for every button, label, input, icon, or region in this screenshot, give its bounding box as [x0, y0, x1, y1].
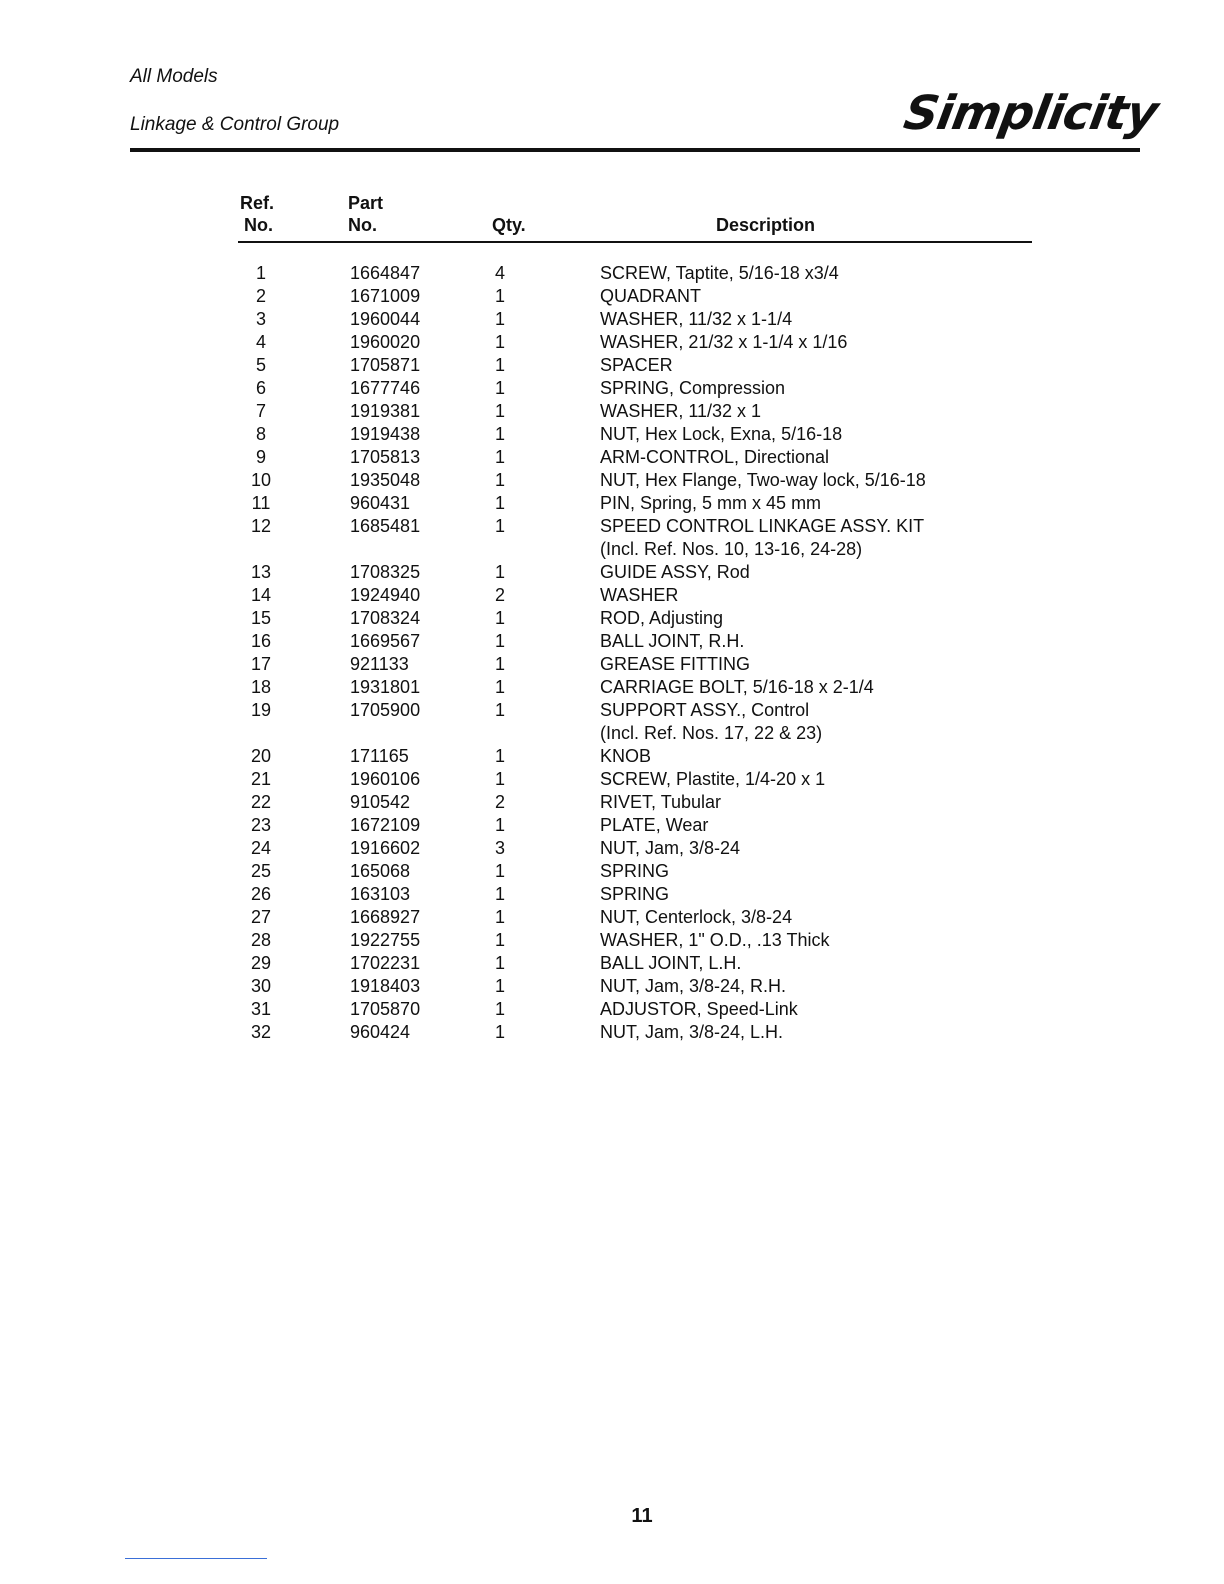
ref-no: 22	[250, 792, 272, 812]
table-row	[0, 653, 1224, 676]
description	[600, 1021, 783, 1044]
ref-no: 14	[250, 585, 272, 605]
qty: 1	[494, 815, 505, 835]
description	[600, 768, 825, 791]
description-text: GREASE FITTING	[600, 654, 751, 674]
part-no: 1677746	[350, 378, 421, 398]
description	[600, 285, 701, 308]
table-row	[0, 998, 1224, 1021]
description-text: WASHER	[600, 585, 679, 605]
qty: 1	[494, 999, 505, 1019]
table-row	[0, 607, 1224, 630]
qty: 1	[494, 332, 505, 352]
description	[600, 975, 786, 998]
qty: 1	[494, 401, 505, 421]
qty: 1	[494, 493, 505, 513]
part-no: 1919381	[350, 401, 421, 421]
column-header-part: Part No.	[348, 193, 384, 235]
table-row	[0, 561, 1224, 584]
part-no: 910542	[350, 792, 411, 812]
description-text: SCREW, Taptite, 5/16-18 x3/4	[600, 263, 839, 283]
description	[600, 584, 678, 607]
ref-no: 26	[250, 884, 272, 904]
description	[600, 998, 798, 1021]
qty: 1	[494, 470, 505, 490]
ref-no: 7	[255, 401, 266, 421]
ref-no: 19	[250, 700, 272, 720]
part-no: 1935048	[350, 470, 421, 490]
part-no: 1960106	[350, 769, 421, 789]
description-note: (Incl. Ref. Nos. 17, 22 & 23)	[600, 723, 823, 743]
description	[600, 423, 842, 446]
description-text: ROD, Adjusting	[600, 608, 724, 628]
table-row	[0, 860, 1224, 883]
description-text: CARRIAGE BOLT, 5/16-18 x 2-1/4	[600, 677, 874, 697]
ref-no: 11	[251, 493, 271, 513]
description-text: WASHER, 11/32 x 1	[600, 401, 762, 421]
part-no: 1918403	[350, 976, 421, 996]
table-row	[0, 331, 1224, 354]
table-row	[0, 906, 1224, 929]
qty: 1	[494, 355, 505, 375]
column-header-ref: Ref. No.	[240, 193, 275, 235]
description	[600, 745, 651, 768]
table-row	[0, 814, 1224, 837]
ref-no: 28	[250, 930, 272, 950]
description	[600, 952, 741, 975]
part-no: 1668927	[350, 907, 421, 927]
description-text: SPACER	[600, 355, 673, 375]
description	[600, 331, 847, 354]
part-no: 1705813	[350, 447, 421, 467]
part-no: 1702231	[350, 953, 421, 973]
ref-no: 13	[250, 562, 272, 582]
description-note: (Incl. Ref. Nos. 10, 13-16, 24-28)	[600, 539, 863, 559]
ref-no: 23	[250, 815, 272, 835]
description	[600, 308, 792, 331]
qty: 1	[494, 677, 505, 697]
part-no: 1672109	[350, 815, 421, 835]
qty: 1	[494, 562, 505, 582]
table-row	[0, 929, 1224, 952]
ref-no: 29	[250, 953, 272, 973]
table-row	[0, 377, 1224, 400]
qty: 1	[494, 378, 505, 398]
column-header-qty: Qty.	[492, 215, 526, 235]
part-no: 1664847	[350, 263, 421, 283]
description	[600, 653, 750, 676]
ref-no: 6	[255, 378, 266, 398]
ref-no: 25	[250, 861, 272, 881]
ref-no: 2	[255, 286, 266, 306]
table-row	[0, 492, 1224, 515]
description-text: ARM-CONTROL, Directional	[600, 447, 830, 467]
table-row	[0, 837, 1224, 860]
table-row	[0, 1021, 1224, 1044]
qty: 1	[494, 746, 505, 766]
ref-no: 16	[250, 631, 272, 651]
description-text: WASHER, 1" O.D., .13 Thick	[600, 930, 830, 950]
page-number: 11	[631, 1505, 653, 1527]
description	[600, 377, 785, 400]
qty: 1	[494, 447, 505, 467]
ref-no: 31	[250, 999, 272, 1019]
qty: 1	[494, 861, 505, 881]
part-no: 1705900	[350, 700, 421, 720]
description-text: ADJUSTOR, Speed-Link	[600, 999, 798, 1019]
ref-no: 18	[250, 677, 272, 697]
part-no: 1669567	[350, 631, 421, 651]
part-no: 1960044	[350, 309, 421, 329]
ref-no: 20	[250, 746, 272, 766]
description	[600, 446, 829, 469]
description	[600, 630, 744, 653]
qty: 4	[494, 263, 505, 283]
description	[600, 676, 874, 699]
qty: 1	[494, 769, 505, 789]
description	[600, 883, 669, 906]
table-row	[0, 630, 1224, 653]
table-row	[0, 745, 1224, 768]
table-row	[0, 768, 1224, 791]
qty: 1	[494, 309, 505, 329]
description	[600, 814, 708, 837]
description	[600, 607, 723, 630]
table-row	[0, 975, 1224, 998]
description	[600, 561, 750, 584]
table-row	[0, 584, 1224, 607]
description-text: PIN, Spring, 5 mm x 45 mm	[600, 493, 822, 513]
part-no: 960424	[350, 1022, 411, 1042]
description-text: SPEED CONTROL LINKAGE ASSY. KIT	[600, 516, 925, 536]
description-text: KNOB	[600, 746, 652, 766]
table-row	[0, 791, 1224, 814]
header-divider	[130, 148, 1140, 152]
description-text: GUIDE ASSY, Rod	[600, 562, 750, 582]
ref-no: 1	[255, 263, 266, 283]
ref-no: 32	[250, 1022, 272, 1042]
description-text: NUT, Jam, 3/8-24, L.H.	[600, 1022, 784, 1042]
table-row	[0, 400, 1224, 423]
description-text: SPRING	[600, 884, 670, 904]
description	[600, 699, 822, 745]
qty: 1	[494, 953, 505, 973]
description	[600, 860, 669, 883]
ref-no: 15	[250, 608, 272, 628]
ref-no: 27	[250, 907, 272, 927]
qty: 1	[494, 516, 505, 536]
column-divider	[238, 241, 1032, 243]
qty: 1	[494, 286, 505, 306]
part-no: 1708325	[350, 562, 421, 582]
table-row	[0, 285, 1224, 308]
ref-no: 8	[255, 424, 266, 444]
description-text: WASHER, 21/32 x 1-1/4 x 1/16	[600, 332, 848, 352]
description	[600, 354, 673, 377]
ref-no: 3	[255, 309, 266, 329]
part-no: 1705871	[350, 355, 421, 375]
table-row	[0, 883, 1224, 906]
qty: 1	[494, 907, 505, 927]
ref-no: 9	[255, 447, 266, 467]
footer-line	[125, 1558, 267, 1559]
description-text: PLATE, Wear	[600, 815, 709, 835]
description-text: NUT, Centerlock, 3/8-24	[600, 907, 793, 927]
ref-no: 17	[250, 654, 272, 674]
part-no: 1922755	[350, 930, 421, 950]
group-title: Linkage & Control Group	[130, 114, 340, 135]
description	[600, 262, 839, 285]
ref-no: 12	[250, 516, 272, 536]
description-text: NUT, Hex Lock, Exna, 5/16-18	[600, 424, 843, 444]
description-text: RIVET, Tubular	[600, 792, 722, 812]
table-row	[0, 308, 1224, 331]
description-text: WASHER, 11/32 x 1-1/4	[600, 309, 793, 329]
ref-no: 21	[250, 769, 272, 789]
qty: 2	[494, 585, 505, 605]
qty: 2	[494, 792, 505, 812]
part-no: 163103	[350, 884, 411, 904]
ref-no: 5	[255, 355, 266, 375]
qty: 1	[494, 700, 505, 720]
part-no: 1960020	[350, 332, 421, 352]
qty: 1	[494, 930, 505, 950]
part-no: 1671009	[350, 286, 421, 306]
part-no: 1924940	[350, 585, 421, 605]
table-row	[0, 423, 1224, 446]
description-text: SCREW, Plastite, 1/4-20 x 1	[600, 769, 826, 789]
qty: 1	[494, 976, 505, 996]
part-no: 921133	[350, 654, 409, 674]
description-text: NUT, Jam, 3/8-24, R.H.	[600, 976, 787, 996]
description-text: QUADRANT	[600, 286, 702, 306]
part-no: 1919438	[350, 424, 421, 444]
table-row	[0, 446, 1224, 469]
part-no: 165068	[350, 861, 411, 881]
part-no: 1708324	[350, 608, 421, 628]
table-row	[0, 952, 1224, 975]
description	[600, 400, 761, 423]
qty: 1	[494, 608, 505, 628]
ref-no: 4	[255, 332, 266, 352]
qty: 1	[494, 1022, 505, 1042]
table-row	[0, 469, 1224, 492]
brand-logo: Simplicity	[899, 86, 1162, 141]
part-no: 1685481	[350, 516, 421, 536]
ref-no: 24	[250, 838, 272, 858]
table-row	[0, 676, 1224, 699]
description-text: BALL JOINT, R.H.	[600, 631, 745, 651]
table-row	[0, 515, 1224, 561]
part-no: 1931801	[350, 677, 421, 697]
part-no: 1916602	[350, 838, 421, 858]
ref-no: 10	[250, 470, 272, 490]
table-row	[0, 354, 1224, 377]
description	[600, 492, 821, 515]
part-no: 171165	[350, 746, 409, 766]
qty: 1	[494, 884, 505, 904]
table-row	[0, 699, 1224, 745]
description	[600, 929, 829, 952]
qty: 1	[494, 424, 505, 444]
description	[600, 906, 792, 929]
ref-no: 30	[250, 976, 272, 996]
qty: 1	[494, 654, 505, 674]
description-text: SPRING, Compression	[600, 378, 786, 398]
column-header-description: Description	[716, 215, 816, 235]
description-text: NUT, Hex Flange, Two-way lock, 5/16-18	[600, 470, 926, 490]
qty: 1	[494, 631, 505, 651]
description	[600, 469, 926, 492]
parts-list	[0, 262, 1224, 1044]
table-row	[0, 262, 1224, 285]
description	[600, 515, 924, 561]
description-text: BALL JOINT, L.H.	[600, 953, 742, 973]
models-label: All Models	[130, 66, 218, 87]
part-no: 960431	[350, 493, 411, 513]
description-text: SPRING	[600, 861, 670, 881]
qty: 3	[494, 838, 505, 858]
description-text: NUT, Jam, 3/8-24	[600, 838, 741, 858]
description	[600, 837, 740, 860]
description-text: SUPPORT ASSY., Control	[600, 700, 810, 720]
description	[600, 791, 721, 814]
part-no: 1705870	[350, 999, 421, 1019]
